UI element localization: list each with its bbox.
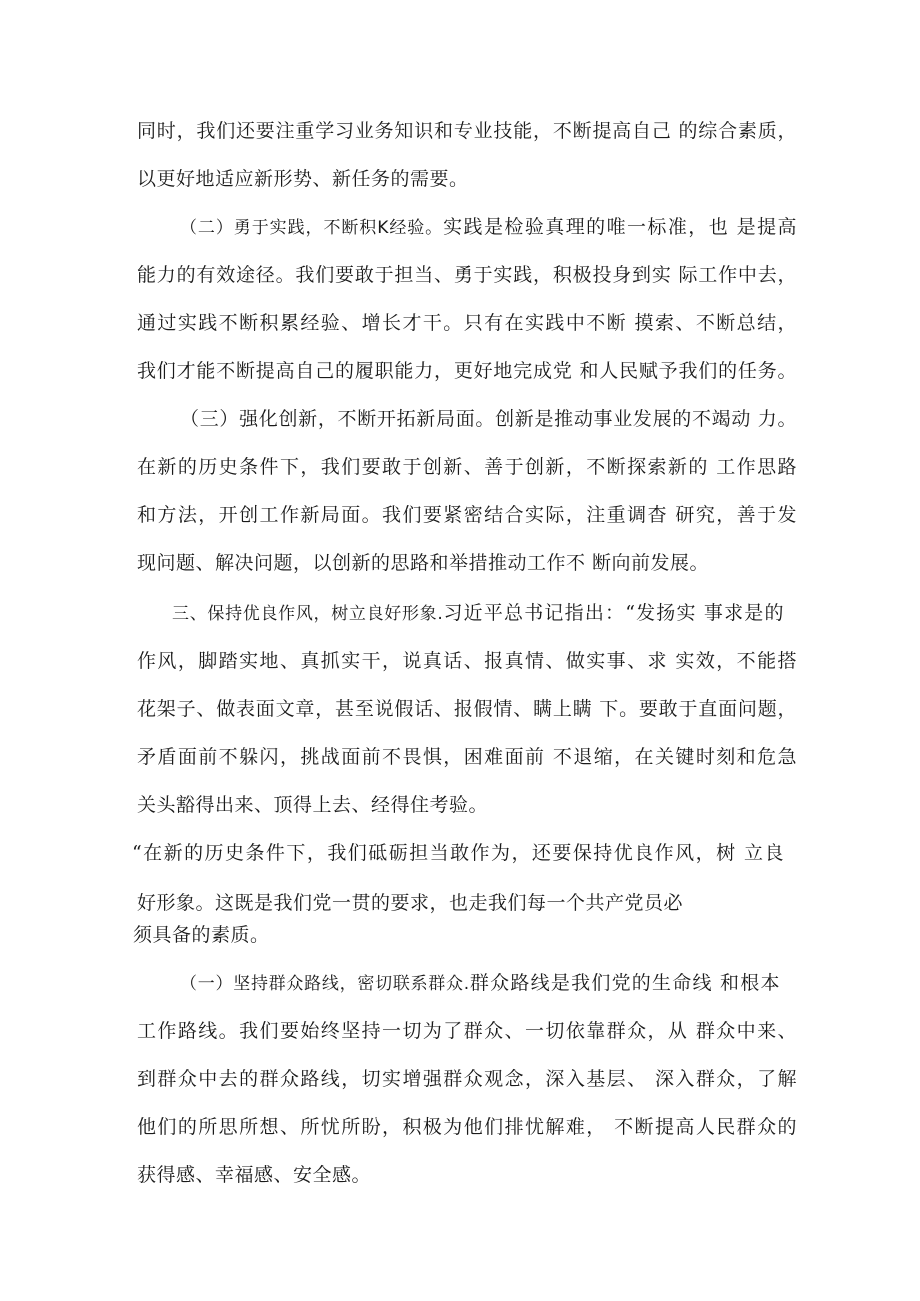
text-line: 好形象。这既是我们党一贯的要求，也走我们每一个共产党员必: [137, 892, 684, 914]
text-line: 他们的所思所想、所忧所盼，积极为他们排忧解难， 不断提高人民群众的: [137, 1116, 797, 1138]
text-line: 工作路线。我们要始终坚持一切为了群众、一切依靠群众，从 群众中来、: [137, 1020, 797, 1042]
text-line: 我们才能不断提高自己的履职能力，更好地完成党 和人民赋予我们的任务。: [137, 360, 797, 382]
section-3-first-line: （三）强化创新，不断开拓新局面。创新是推动事业发展的不竭动 力。: [180, 408, 797, 430]
subsection-1-first-line: （一）坚持群众路线，密切联系群众.群众路线是我们党的生命线 和根本: [180, 972, 781, 994]
text-line: 获得感、幸福感、安全感。: [137, 1164, 372, 1186]
text-line: 通过实践不断积累经验、增长才干。只有在实践中不断 摸索、不断总结，: [137, 312, 797, 334]
section-2-heading: （二）勇于实践，不断积K经验。: [180, 218, 444, 238]
quote-line: “在新的历史条件下，我们砥砺担当敢作为，还要保持优良作风，树 立良: [132, 842, 784, 864]
text-line: 须具备的素质。: [133, 924, 270, 946]
text-line: 以更好地适应新形势、新任务的需要。: [137, 168, 469, 190]
text-line: 作风，脚踏实地、真抓实干，说真话、报真情、做实事、求 实效，不能搭: [137, 650, 797, 672]
text-line: 花架子、做表面文章，甚至说假话、报假情、瞒上瞒 下。要敢于直面问题，: [137, 698, 797, 720]
part-3-heading: 三、保持优良作风，树立良好形象.: [172, 604, 443, 624]
text-line: 同时，我们还要注重学习业务知识和专业技能，不断提高自己 的综合素质，: [137, 120, 797, 142]
section-2-first-line: （二）勇于实践，不断积K经验。实践是检验真理的唯一标准，也 是提高: [180, 216, 797, 238]
text-line: 到群众中去的群众路线，切实增强群众观念，深入基层、 深入群众，了解: [137, 1068, 797, 1090]
text-line: 矛盾面前不躲闪，挑战面前不畏惧，困难面前 不退缩，在关键时刻和危急: [137, 746, 797, 768]
text-line: 和方法，开创工作新局面。我们要紧密结合实际，注重调杳 研究，善于发: [137, 504, 797, 526]
text-line: 能力的有效途径。我们要敢于担当、勇于实践，积极投身到实 际工作中去，: [137, 264, 797, 286]
text-line: 现问题、解决问题，以创新的思路和举措推动工作不 断向前发展。: [137, 552, 710, 574]
subsection-1-heading: （一）坚持群众路线，密切联系群众.: [180, 974, 470, 994]
text-line: 关头豁得出来、顶得上去、经得住考验。: [137, 794, 489, 816]
text-line: 在新的历史条件下，我们要敢于创新、善于创新，不断探索新的 工作思路: [137, 456, 797, 478]
part-3-first-line: 三、保持优良作风，树立良好形象.习近平总书记指出：“发扬实 事求是的: [172, 602, 784, 624]
